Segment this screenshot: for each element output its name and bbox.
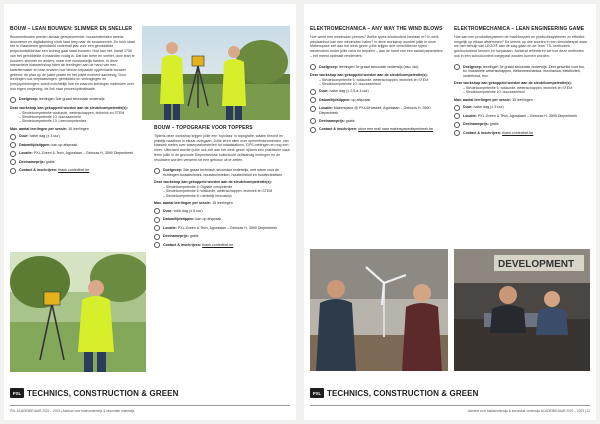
- deelname-row: Deelnameprijs: gratis: [454, 122, 590, 128]
- person-icon: [310, 64, 316, 70]
- euro-icon: [310, 118, 316, 124]
- lean-bouwen-section: [10, 26, 136, 174]
- mail-icon: [154, 242, 160, 248]
- duur-row: Duur: halve dag (± 2,5 à 3 uur): [310, 89, 444, 95]
- competence-list: – Sleutelcompetentie 4: Digitale competentie – Sleutelcompetentie 6: wiskunde, wetenschappen, techniek en STEM – Sleutelcompetentie 8: ruimtelijk bewustzijn: [163, 185, 292, 198]
- total-station-photo: [10, 252, 146, 372]
- locatie-row: Locatie: PXL-Green & Tech, Agoralaan – Gebouw H, 3590 Diepenbeek: [454, 114, 590, 120]
- contact-row: Contact & inschrijven: thank.contectbel.be: [10, 168, 136, 174]
- max-row: Max. aantal leerlingen per sessie: 15 leerlingen: [154, 201, 233, 206]
- deelname-row: Deelnameprijs: gratis: [154, 234, 292, 240]
- competence-intro: Deze workshop kan gekoppeld worden aan de sleutelcompetentie(s):: [154, 180, 272, 185]
- pxl-logo: PXL: [310, 388, 324, 398]
- location-icon: [310, 106, 316, 112]
- datum-row: Datum/tijdstippen: kan op afspraak: [10, 143, 136, 149]
- left-page: [4, 4, 296, 420]
- mail-icon: [310, 127, 316, 133]
- brand-footer: [310, 388, 478, 398]
- lean-engineering-section: [454, 26, 590, 136]
- contact-row: Contact & inschrijven: stuur een mail naar makerspacediepenbeek.be: [310, 127, 444, 133]
- location-icon: [10, 151, 16, 157]
- section-title: BOUW – TOPOGRAFIE VOOR TOPPERS: [154, 125, 253, 131]
- footer-divider: [10, 405, 290, 406]
- locatie-row: Locatie: PXL-Green & Tech, Agoralaan – Gebouw H, 3590 Diepenbeek: [154, 226, 292, 232]
- competence-intro: Deze workshop kan gekoppeld worden aan de sleutelcompetentie(s):: [454, 81, 572, 86]
- section-title: ELEKTROMECHANICA – ANY WAY THE WIND BLOWS: [310, 26, 443, 32]
- contact-link[interactable]: thank.contectbel.be: [502, 130, 534, 135]
- windmill-workshop-photo: [310, 249, 448, 371]
- right-page: [304, 4, 596, 420]
- duur-row: Duur: volle dag (± 6 uur): [154, 209, 292, 215]
- clock-icon: [310, 89, 316, 95]
- competence-list: – Sleutelcompetentie 6: wiskunde, wetenschappen, techniek en STEM – Sleutelcompetentie 10: duurzaamheid: [463, 86, 590, 95]
- competence-list: – Sleutelcompetentie wiskunde, wetenschappen, techniek en STEM – Sleutelcompetentie 10: duurzaamheid – Sleutelcompetentie 13: Leercompetenties: [19, 111, 136, 124]
- person-icon: [454, 64, 460, 70]
- datum-row: Datum/tijdstippen: op afspraak: [310, 98, 444, 104]
- section-body: Hoe kan een productiesysteem de machinepark en productiesystemen zo efficiënt mogelijk op elkaar afstemmen? De kennis op drie soorten in een simulatiespel waar we met behulp van LEGO® aan de slag gaan en de 'lean' TS- methodiek gestructureerd kennen en toepassen. Achteraf reflecteren we hoe deze methodes ook in een schoolcontext toegepast zouden kunnen worden.: [454, 35, 588, 58]
- datum-row: Datum/tijdstippen: kan op afspraak: [154, 217, 292, 223]
- contact-link[interactable]: stuur een mail naar makerspacediepenbeek.be: [358, 127, 434, 132]
- duur-row: Duur: halve dag (± 3 uur): [10, 134, 136, 140]
- section-body: Bouwmethodes worden almaar geavanceerder: bouwmaterialen steeds duurzamer en digitalisering vindt haar weg naar de bouwwerven. En toch staat het in Vlaanderen gemiddeld onderhalf jaar voor een gemiddelde projectontwikkelaar een woning gaat staat bouwen. Hoe kan het. Vanaf 1750 van het gemiddelde 6 maanden nodig is. Dat kan beter en sneller, door lean te bouwen: slimmer en anders, maar met noodzakelijk flarden. In deze interactieve klaswerkshop laten de leerlingen aan de hand van een kwartiermaker en lean ervaren hoe binnen bepaalde oppervlakte bouwen gebeurt: de plan op de juiste plaats en het juiste moment aanwezig. Door leerlingen ook verplaatsingen, gemiddeld en vertragingen en (mis)opmerkingen, wordt inzichtelijk hoe en waarom leerlingen nadenken over hun eigen omgeving, de link naar procesoptimalisatie.: [10, 35, 135, 91]
- page-footer: PXL ACADEMIEJAAR 2022 – 2023 | Aanbod voor basisonderwijs & secundair onderwijs: [10, 409, 135, 413]
- footer-divider: [310, 405, 590, 406]
- mail-icon: [454, 130, 460, 136]
- clock-icon: [454, 105, 460, 111]
- clock-icon: [10, 134, 16, 140]
- locatie-row: Locatie: PXL-Green & Tech, Agoralaan – Gebouw H, 3590 Diepenbeek: [10, 151, 136, 157]
- section-title: ELEKTROMECHANICA – LEAN ENGINEERING GAME: [454, 26, 585, 32]
- contact-link[interactable]: thank.contectbel.be: [202, 242, 234, 247]
- location-icon: [154, 225, 160, 231]
- brand-footer: [10, 388, 178, 398]
- brand-title: TECHNICS, CONSTRUCTION & GREEN: [327, 388, 479, 398]
- brand-title: TECHNICS, CONSTRUCTION & GREEN: [27, 388, 179, 398]
- lean-lab-photo: [454, 249, 590, 371]
- topografie-section: [154, 125, 292, 248]
- pxl-logo: PXL: [10, 388, 24, 398]
- euro-icon: [154, 234, 160, 240]
- doelgroep-row: Doelgroep: leerlingen 3e graad secundair onderwijs. Zeer geschikt voor tso, bv. industriële wetenschappen, elektromechanica, mechanica, elektriciteit, onderhoud, enz.: [454, 65, 590, 79]
- wind-section: [310, 26, 444, 133]
- competence-list: – Sleutelcompetentie 6: wiskunde, wetenschappen, techniek en STEM – Sleutelcompetentie 10: duurzaamheid: [319, 78, 444, 87]
- competence-intro: Deze workshop kan gekoppeld worden aan de sleutelcompetentie(s):: [310, 73, 428, 78]
- page-footer: Aanbod voor basisonderwijs & secundair onderwijs ACADEMIEJAAR 2022 – 2023 | 11: [468, 409, 590, 413]
- section-body: Hoe werkt een windmolen precies? Welke types windmolens bestaan er? In welk windaanbod kan een windmolen halen? In deze workshop worden jullie in onze Makerspace zelf aan het werk gezet: jullie krijgen drie verschillende types windmolens onder jullie neus en bepalen – aan de hand van een aantal parameters – het meest optimale rendement.: [310, 35, 443, 58]
- contact-row: Contact & inschrijven: thank.contectbel.be: [154, 243, 292, 249]
- calendar-icon: [154, 217, 160, 223]
- doelgroep-row: Doelgroep: 3de graad technisch secundair onderwijs, met name voor de richtingen bouwtechniek, bouwtechnieken, houttechniek en houttechnieken: [154, 168, 292, 177]
- duur-row: Duur: halve dag (± 3 uur): [454, 105, 590, 111]
- development-sign: DEVELOPMENT: [498, 259, 575, 270]
- location-icon: [454, 113, 460, 119]
- mail-icon: [10, 168, 16, 174]
- max-row: Max. aantal leerlingen per sessie: 16 leerlingen: [10, 126, 89, 131]
- euro-icon: [454, 122, 460, 128]
- section-title: BOUW – LEAN BOUWEN: SLIMMER EN SNELLER: [10, 26, 133, 32]
- doelgroep-row: Doelgroep: leerlingen 3e graad secundair onderwijs (aso, tso): [310, 65, 444, 71]
- competence-intro: Deze workshop kan gekoppeld worden aan de sleutelcompetentie(s):: [10, 105, 128, 110]
- contact-row: Contact & inschrijven: thank.contectbel.be: [454, 131, 590, 137]
- euro-icon: [10, 159, 16, 165]
- person-icon: [154, 168, 160, 174]
- person-icon: [10, 97, 16, 103]
- calendar-icon: [310, 97, 316, 103]
- contact-link[interactable]: thank.contectbel.be: [58, 168, 90, 173]
- calendar-icon: [10, 142, 16, 148]
- doelgroep-row: Doelgroep: leerlingen 3de graad secundair onderwijs: [10, 97, 136, 103]
- locatie-row: Locatie: Makerspace @ PXL/UHasselt, Agoralaan – Gebouw H, 3590 Diepenbeek: [310, 106, 444, 115]
- max-row: Max. aantal leerlingen per sessie: 15 leerlingen: [454, 97, 533, 102]
- clock-icon: [154, 208, 160, 214]
- section-body: Tijdens deze workshop krijgen jullie een 'topclass' in topografie, waarin theorie en praktijk naadloos in elkaar overgaan. Jullie leren alles over opmeetinstrumenten, van klassiek meten over waterpastoestellen tot totaalstations, GPS-metingen en nog een meer. Uiteraard worden jullie ook zelf aan het werk gezet: tijdens een praktische case leren jullie in de gezonde Diepenbeekse buitenlucht zelfstandig metingen en de resultaten worden verwerkt tot een gebouw uit te zetten.: [154, 134, 290, 162]
- surveyors-photo: [142, 26, 290, 120]
- deelname-row: Deelnameprijs: gratis: [310, 119, 444, 125]
- deelname-row: Deelnameprijs: gratis: [10, 160, 136, 166]
